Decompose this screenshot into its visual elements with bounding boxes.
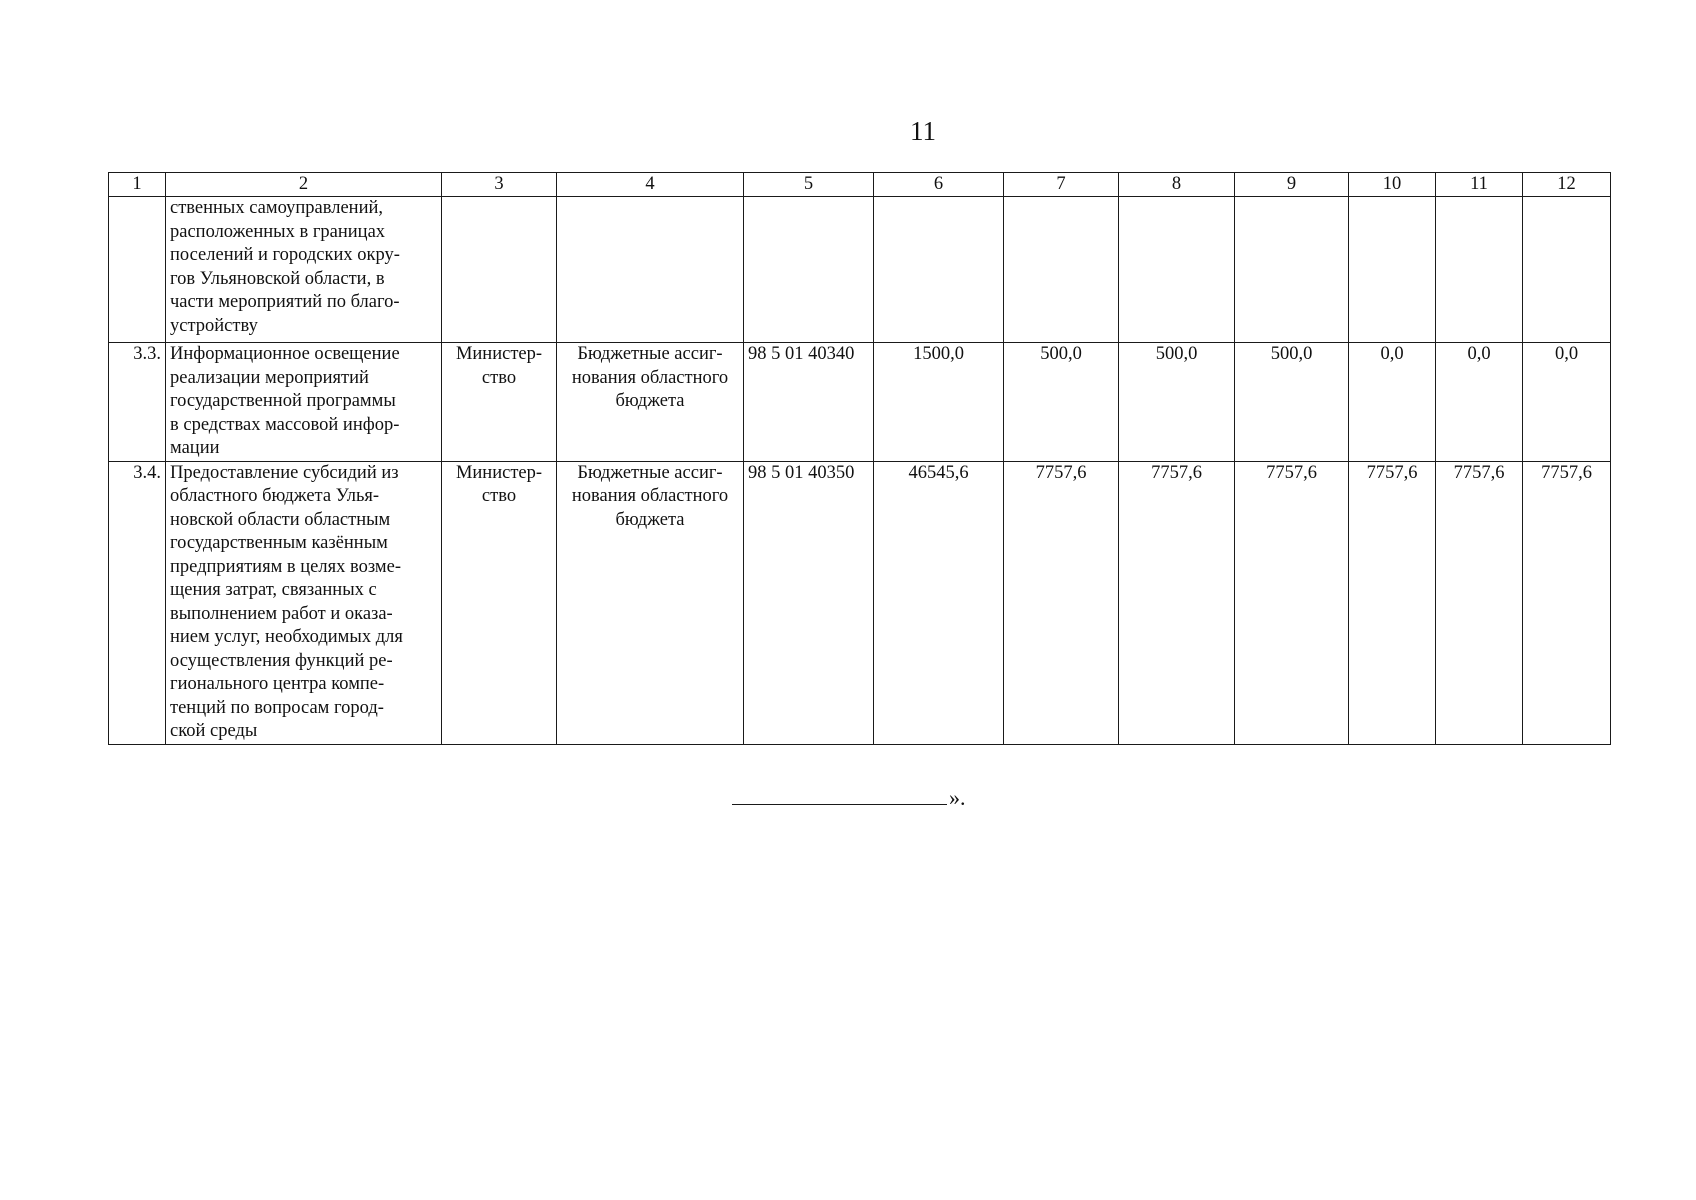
col-header-7: 7 [1004, 173, 1119, 197]
source-line: бюджета [615, 509, 685, 530]
col-header-4: 4 [557, 173, 744, 197]
year-cell [1004, 197, 1119, 343]
year-cell: 7757,6 [1119, 461, 1235, 744]
year-cell: 0,0 [1436, 343, 1523, 462]
row-description [166, 197, 442, 343]
table-row-3-4 [109, 461, 1611, 744]
row-number: 3.4. [109, 461, 166, 744]
table-row-continuation [109, 197, 1611, 343]
description-line: устройству [170, 315, 258, 336]
executor-line: ство [481, 486, 517, 506]
year-cell [1235, 197, 1349, 343]
source-line: бюджета [615, 391, 685, 411]
code-cell [744, 197, 874, 343]
description-line: реализации мероприятий [170, 367, 369, 388]
executor-cell [442, 461, 557, 744]
description-line: гионального центра компе- [170, 674, 385, 694]
col-header-1: 1 [109, 173, 166, 197]
total-cell: 1500,0 [874, 343, 1004, 462]
executor-cell [442, 343, 557, 462]
description-line: новской области областным [170, 509, 391, 530]
col-header-6: 6 [874, 173, 1004, 197]
signature-rule [732, 784, 947, 805]
code-cell: 98 5 01 40350 [744, 461, 874, 744]
description-line: областного бюджета Улья- [170, 486, 380, 506]
description-line: осуществления функций ре- [170, 650, 393, 671]
year-cell: 0,0 [1349, 343, 1436, 462]
year-cell: 500,0 [1235, 343, 1349, 462]
description-line: мации [170, 438, 220, 458]
col-header-9: 9 [1235, 173, 1349, 197]
col-header-8: 8 [1119, 173, 1235, 197]
description-line: тенций по вопросам город- [170, 697, 384, 718]
total-cell [874, 197, 1004, 343]
description-line: ственных самоуправлений, [170, 198, 384, 218]
description-line: щения затрат, связанных с [170, 580, 377, 600]
year-cell: 500,0 [1004, 343, 1119, 462]
col-header-5: 5 [744, 173, 874, 197]
year-cell: 7757,6 [1349, 461, 1436, 744]
executor-line: Министер- [455, 344, 543, 364]
year-cell: 7757,6 [1004, 461, 1119, 744]
source-line: нования областного [571, 367, 729, 388]
page-number: 11 [910, 116, 936, 146]
description-line: государственной программы [170, 391, 396, 411]
year-cell [1119, 197, 1235, 343]
description-line: гов Ульяновской области, в [170, 268, 385, 289]
description-line: выполнением работ и оказа- [170, 603, 393, 624]
year-cell [1523, 197, 1611, 343]
description-line: части мероприятий по благо- [170, 292, 400, 312]
year-cell [1436, 197, 1523, 343]
budget-table [108, 172, 1611, 745]
source-cell [557, 343, 744, 462]
row-number [109, 197, 166, 343]
year-cell: 0,0 [1523, 343, 1611, 462]
total-cell: 46545,6 [874, 461, 1004, 744]
row-description [166, 461, 442, 744]
year-cell: 7757,6 [1235, 461, 1349, 744]
executor-line: ство [481, 367, 517, 388]
col-header-12: 12 [1523, 173, 1611, 197]
description-line: государственным казённым [170, 533, 388, 553]
description-line: в средствах массовой инфор- [170, 414, 400, 435]
year-cell: 7757,6 [1523, 461, 1611, 744]
description-line: нием услуг, необходимых для [170, 627, 403, 647]
row-number: 3.3. [109, 343, 166, 462]
source-line: Бюджетные ассиг- [577, 462, 723, 483]
description-line: поселений и городских окру- [170, 245, 400, 265]
closing-quote: ». [949, 785, 966, 810]
year-cell [1349, 197, 1436, 343]
year-cell: 500,0 [1119, 343, 1235, 462]
closing-mark [732, 784, 966, 812]
col-header-10: 10 [1349, 173, 1436, 197]
description-line: Информационное освещение [170, 344, 400, 364]
code-cell: 98 5 01 40340 [744, 343, 874, 462]
executor-line: Министер- [455, 462, 543, 483]
table-header-row [109, 173, 1611, 197]
description-line: расположенных в границах [170, 221, 386, 242]
description-line: ской среды [170, 721, 258, 741]
source-line: нования областного [571, 486, 729, 506]
executor-cell [442, 197, 557, 343]
col-header-11: 11 [1436, 173, 1523, 197]
table-row-3-3 [109, 343, 1611, 462]
col-header-2: 2 [166, 173, 442, 197]
source-line: Бюджетные ассиг- [577, 344, 723, 364]
description-line: предприятиям в целях возме- [170, 556, 401, 577]
row-description [166, 343, 442, 462]
year-cell: 7757,6 [1436, 461, 1523, 744]
source-cell [557, 461, 744, 744]
col-header-3: 3 [442, 173, 557, 197]
description-line: Предоставление субсидий из [170, 462, 399, 483]
source-cell [557, 197, 744, 343]
